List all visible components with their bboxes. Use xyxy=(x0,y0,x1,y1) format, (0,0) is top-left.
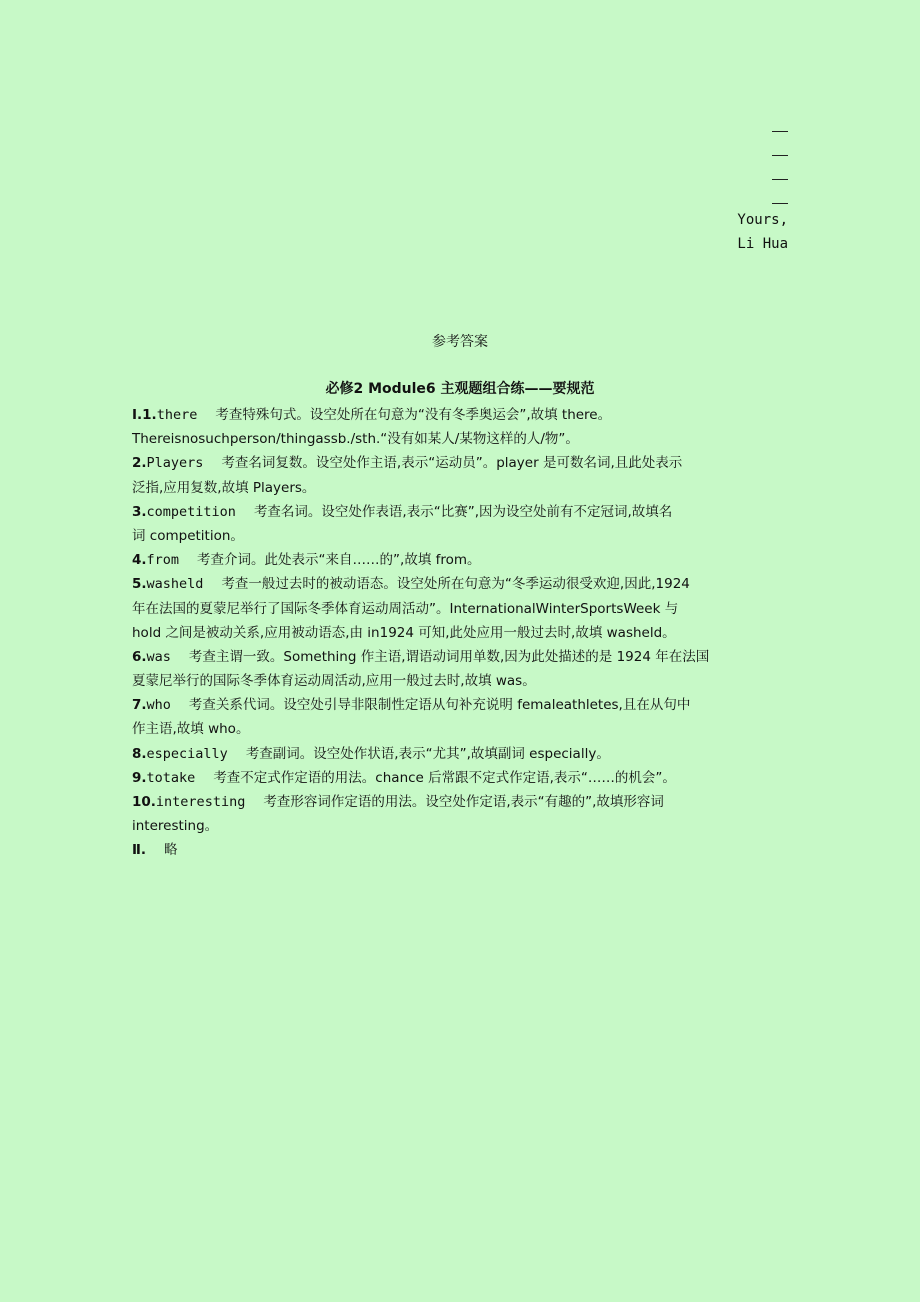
answer-explanation: 考查主谓一致。Something 作主语,谓语动词用单数,因为此处描述的是 1924 年在法国 xyxy=(188,648,710,665)
answer-explanation: 考查名词。设空处作表语,表示“比赛”,因为设空处前有不定冠词,故填名 xyxy=(253,503,673,520)
reference-subtitle: 必修2 Module6 主观题组合练——要规范 xyxy=(325,381,595,397)
answer-number: 6. xyxy=(132,648,147,665)
answer-key: there xyxy=(156,407,198,423)
answer-line xyxy=(132,838,792,862)
answer-explanation: 考查名词复数。设空处作主语,表示“运动员”。player 是可数名词,且此处表示 xyxy=(221,455,683,472)
answer-explanation: 考查不定式作定语的用法。chance 后常跟不定式作定语,表示“……的机会”。 xyxy=(213,769,676,786)
answer-explanation: 作主语,故填 who。 xyxy=(132,721,250,738)
answer-line xyxy=(132,524,792,548)
answer-line xyxy=(132,476,792,500)
answer-number: Ⅰ.1. xyxy=(132,407,157,423)
answer-explanation: 泛指,应用复数,故填 Players。 xyxy=(132,479,316,496)
answer-line xyxy=(132,621,792,645)
answer-number: 7. xyxy=(132,697,147,714)
answer-line xyxy=(132,814,792,838)
answer-explanation: 考查特殊句式。设空处所在句意为“没有冬季奥运会”,故填 there。 xyxy=(215,407,612,423)
answer-number: 8. xyxy=(132,745,147,762)
reference-title: 参考答案 xyxy=(432,334,488,350)
blank-line-3 xyxy=(772,179,788,180)
answer-explanation: 略 xyxy=(164,842,178,859)
answer-line xyxy=(132,790,792,814)
answer-line xyxy=(132,742,792,766)
answer-line xyxy=(132,548,792,572)
closing-name: Li Hua xyxy=(737,236,788,252)
answer-explanation: 考查副词。设空处作状语,表示“尤其”,故填副词 especially。 xyxy=(245,745,610,762)
answer-explanation: 考查一般过去时的被动语态。设空处所在句意为“冬季运动很受欢迎,因此,1924 xyxy=(221,576,690,593)
answer-number: 5. xyxy=(132,576,147,593)
answer-number: 10. xyxy=(132,794,156,810)
answer-line xyxy=(132,451,792,475)
answer-explanation: 年在法国的夏蒙尼举行了国际冬季体育运动周活动”。InternationalWinterSportsWeek 与 xyxy=(132,600,679,617)
answer-explanation: 考查形容词作定语的用法。设空处作定语,表示“有趣的”,故填形容词 xyxy=(263,794,664,810)
answer-key: interesting xyxy=(155,794,246,810)
answer-explanation: 夏蒙尼举行的国际冬季体育运动周活动,应用一般过去时,故填 was。 xyxy=(132,673,536,690)
answer-key: from xyxy=(146,552,180,569)
blank-line-2 xyxy=(772,155,788,156)
blank-line-1 xyxy=(772,131,788,132)
answer-number: 3. xyxy=(132,503,147,520)
answer-explanation: 词 competition。 xyxy=(132,527,244,544)
closing-yours: Yours, xyxy=(737,212,788,228)
answer-line xyxy=(132,766,792,790)
answer-explanation: Thereisnosuchperson/thingassb./sth.“没有如某人/某物这样的人/物”。 xyxy=(132,431,579,448)
answer-key: Players xyxy=(146,455,204,472)
answer-line xyxy=(132,403,792,427)
answer-explanation: 考查介词。此处表示“来自……的”,故填 from。 xyxy=(197,552,481,569)
answer-line xyxy=(132,597,792,621)
answer-line xyxy=(132,669,792,693)
answer-line xyxy=(132,717,792,741)
answer-line xyxy=(132,427,792,451)
answer-key: competition xyxy=(146,503,236,520)
answer-key: washeld xyxy=(146,576,204,593)
answer-line xyxy=(132,645,792,669)
answer-line xyxy=(132,500,792,524)
answer-number: 2. xyxy=(132,455,147,472)
answer-key: especially xyxy=(146,745,228,762)
answer-number: 4. xyxy=(132,552,147,569)
answer-line xyxy=(132,572,792,596)
answer-explanation: interesting。 xyxy=(132,818,219,835)
answer-key: was xyxy=(146,648,171,665)
answer-explanation: hold 之间是被动关系,应用被动语态,由 in1924 可知,此处应用一般过去时,故填 washeld。 xyxy=(132,624,676,641)
answer-number: 9. xyxy=(132,769,147,786)
answer-explanation: 考查关系代词。设空处引导非限制性定语从句补充说明 femaleathletes,且在从句中 xyxy=(188,697,691,714)
blank-line-4 xyxy=(772,203,788,204)
answer-key: who xyxy=(146,697,171,714)
answer-key: totake xyxy=(146,769,196,786)
answer-line xyxy=(132,693,792,717)
answer-list xyxy=(132,403,792,863)
answer-number: Ⅱ. xyxy=(132,842,147,859)
